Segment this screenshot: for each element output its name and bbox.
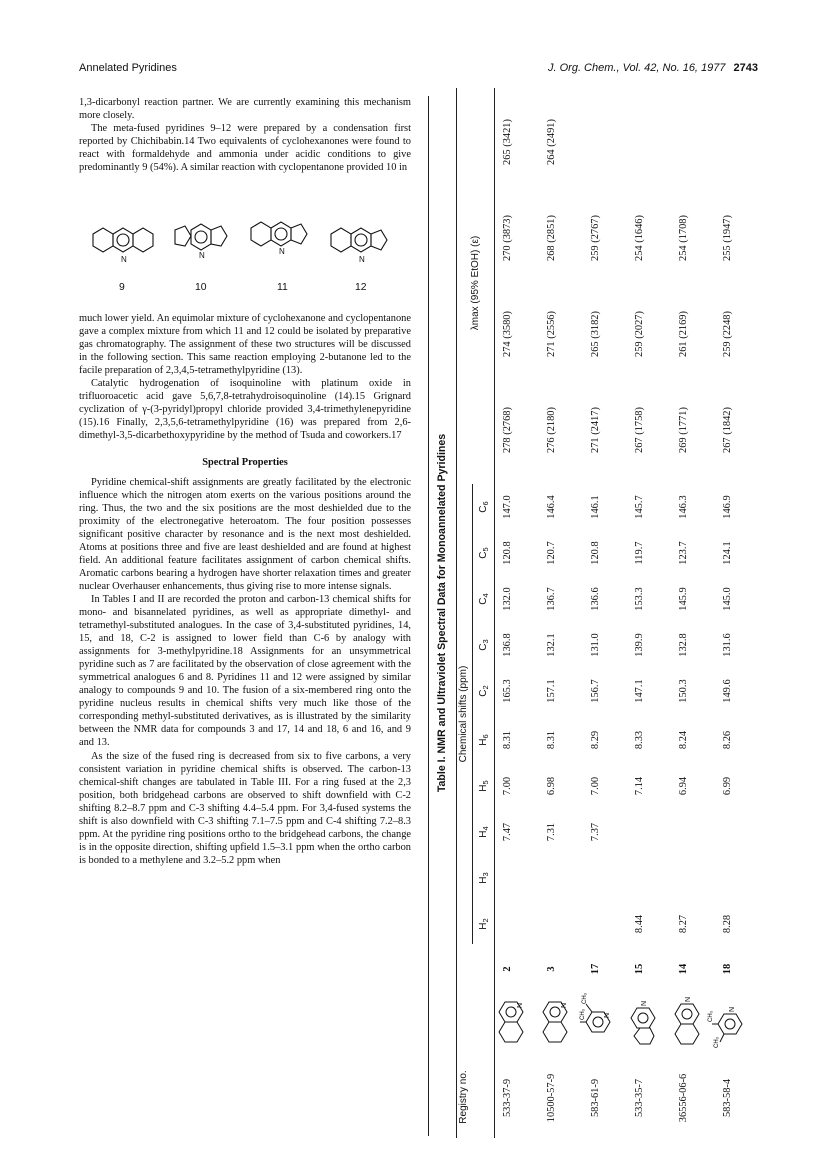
cell-h4: 7.37 bbox=[590, 822, 601, 842]
cell-c6: 146.3 bbox=[678, 495, 689, 519]
paragraph: As the size of the fused ring is decreased from six to five carbons, a very consistent variation in pyridine chemical shifts is observed. The carbon-13 chemical-shift changes are tabulated in Table III. For a ring fused at the 2,3 position, both bridgehead carbons are observed to shift downfield with C-2 shifting 8.2–8.7 ppm and C-3 shifting 4.4–5.4 ppm. For 3,4-fused systems the shift is also downfield with C-3 shifting 7.1–7.5 ppm and C-4 shifting 7.2–8.3 ppm. At the pyridine ring positions ortho to the bridgehead carbons, the change is in the opposite direction, shifting upfield 1.5–3.1 ppm when the ortho carbon is bonded to a methylene and 3.2–5.2 ppm when bbox=[79, 750, 411, 866]
cell-compound-no: 14 bbox=[678, 963, 689, 975]
structure-label-12: 12 bbox=[355, 282, 367, 293]
structure-11-icon bbox=[251, 222, 307, 246]
cell-compound-no: 18 bbox=[722, 963, 733, 975]
paragraph: 1,3-dicarbonyl reaction partner. We are currently examining this mechanism more closely. bbox=[79, 97, 411, 122]
cell-c5: 120.7 bbox=[546, 541, 557, 565]
cell-c2: 157.1 bbox=[546, 679, 557, 703]
cell-uv: 267 (1842) bbox=[722, 407, 733, 453]
cell-h6: 8.33 bbox=[634, 730, 645, 750]
journal-citation: J. Org. Chem., Vol. 42, No. 16, 1977 bbox=[548, 62, 726, 74]
cell-uv: 276 (2180) bbox=[546, 407, 557, 453]
cell-c4: 132.0 bbox=[502, 587, 513, 611]
cell-uv: 278 (2768) bbox=[502, 407, 513, 453]
cell-h5: 7.00 bbox=[590, 776, 601, 796]
cell-uv: 259 (2248) bbox=[722, 311, 733, 357]
methyl-label: CH₃ bbox=[714, 1036, 720, 1048]
cell-h2: 8.28 bbox=[722, 914, 733, 934]
nmr-uv-table bbox=[436, 88, 756, 1138]
svg-text:N: N bbox=[685, 996, 692, 1002]
cell-h6: 8.29 bbox=[590, 730, 601, 750]
table-rule-top bbox=[456, 88, 457, 1138]
cell-registry: 10500-57-9 bbox=[546, 1073, 557, 1123]
cell-c3: 132.8 bbox=[678, 633, 689, 657]
cell-uv: 254 (1708) bbox=[678, 215, 689, 261]
running-header-title: Annelated Pyridines bbox=[79, 62, 177, 74]
cell-h5: 6.98 bbox=[546, 776, 557, 796]
cell-c5: 120.8 bbox=[590, 541, 601, 565]
svg-text:N: N bbox=[121, 255, 127, 264]
structure-label-10: 10 bbox=[195, 282, 207, 293]
cell-registry: 583-58-4 bbox=[722, 1078, 733, 1118]
header-chemical-shifts: Chemical shifts (ppm) bbox=[458, 665, 469, 763]
header-c4: $C_4$ bbox=[478, 593, 490, 605]
cell-c6: 145.7 bbox=[634, 495, 645, 519]
paragraph: In Tables I and II are recorded the proton and carbon-13 chemical shifts for mono- and bisannelated pyridines, as well as appropriate dimethyl- and tetramethyl-substituted analogues. In the case of 3,4-substituted pyridines, 14, 15, and 18, C-2 is assigned to lower field than C-6 by analogy with assignments for 3-methylpyridine.18 Assignments for an unsymmetrical pyridine such as 7 are facilitated by the observation of close agreement with the symmetrical analogues 6 and 8. Pyridines 11 and 12 were assigned by similar analogy to compounds 9 and 10. The fusion of a six-membered ring onto the pyridine nucleus results in chemical shifts very much like those of the corresponding methyl-substituted derivatives, as is illustrated by the similarity between the NMR data for compounds 3 and 17, 14 and 18, 6 and 16, and 9 and 13. bbox=[79, 593, 411, 749]
cell-h5: 6.99 bbox=[722, 776, 733, 796]
header-h6: $H_6$ bbox=[478, 734, 490, 746]
header-h3: $H_3$ bbox=[478, 872, 490, 884]
structure-15-icon bbox=[628, 988, 658, 1048]
table-title: Table I. NMR and Ultraviolet Spectral Data for Monoannelated Pyridines bbox=[436, 433, 448, 793]
cell-c5: 123.7 bbox=[678, 541, 689, 565]
cell-h4: 7.47 bbox=[502, 822, 513, 842]
cell-c2: 149.6 bbox=[722, 679, 733, 703]
cell-registry: 533-35-7 bbox=[634, 1078, 645, 1118]
cell-uv: 274 (3580) bbox=[502, 311, 513, 357]
cell-c6: 147.0 bbox=[502, 495, 513, 519]
structure-18-icon bbox=[706, 988, 750, 1048]
cell-h2: 8.27 bbox=[678, 914, 689, 934]
cell-c2: 150.3 bbox=[678, 679, 689, 703]
cell-c6: 146.9 bbox=[722, 495, 733, 519]
cell-c2: 156.7 bbox=[590, 679, 601, 703]
cell-compound-no: 2 bbox=[502, 966, 513, 972]
cell-h5: 6.94 bbox=[678, 776, 689, 796]
methyl-label: CH₃ bbox=[580, 1008, 586, 1020]
header-c2: $C_2$ bbox=[478, 685, 490, 697]
cell-uv: 259 (2027) bbox=[634, 311, 645, 357]
header-c6: $C_6$ bbox=[478, 501, 490, 513]
cell-c3: 131.6 bbox=[722, 633, 733, 657]
cell-registry: 583-61-9 bbox=[590, 1078, 601, 1118]
methyl-label: CH₃ bbox=[708, 1010, 714, 1022]
paragraph: Pyridine chemical-shift assignments are greatly facilitated by the electronic influence which the nitrogen atom exerts on the various positions around the ring. Thus, the two and the six positions are the most deshielded due to the proximity of the electronegative heteroatom. The four position possesses significant positive character by resonance and is the next most deshielded. Atoms at positions three and five are least deshielded and are found at highest field. An additional feature facilitates assignment of carbon chemical shifts. Aromatic carbons bearing a hydrogen have shorter relaxation times and greater nuclear Overhauser enhancements, thus giving rise to more intense signals. bbox=[79, 476, 411, 592]
header-h4: $H_4$ bbox=[478, 826, 490, 838]
cell-uv: 254 (1646) bbox=[634, 215, 645, 261]
svg-text:N: N bbox=[279, 247, 285, 256]
cell-c2: 147.1 bbox=[634, 679, 645, 703]
svg-text:N: N bbox=[359, 255, 365, 264]
paragraph: much lower yield. An equimolar mixture of cyclohexanone and cyclopentanone gave a complex mixture from which 11 and 12 could be isolated by preparative gas chromatography. The assignment of these two structures will be discussed in the following section. This same reaction employing 2-butanone led to the facile preparation of 2,3,4,5-tetramethylpyridine (13). bbox=[79, 313, 411, 377]
cell-uv: 269 (1771) bbox=[678, 407, 689, 453]
cell-c5: 120.8 bbox=[502, 541, 513, 565]
svg-text:N: N bbox=[517, 1002, 524, 1008]
methyl-label: CH₃ bbox=[582, 992, 588, 1004]
cell-c4: 136.6 bbox=[590, 587, 601, 611]
table-region bbox=[436, 88, 756, 1138]
svg-text:N: N bbox=[604, 1012, 611, 1018]
structure-10-icon bbox=[175, 224, 227, 250]
header-c3: $C_3$ bbox=[478, 639, 490, 651]
cell-uv: 271 (2417) bbox=[590, 407, 601, 453]
cell-c4: 145.9 bbox=[678, 587, 689, 611]
cell-registry: 36556-06-6 bbox=[678, 1073, 689, 1123]
cell-c5: 119.7 bbox=[634, 541, 645, 565]
cell-c5: 124.1 bbox=[722, 541, 733, 565]
cell-h6: 8.31 bbox=[502, 730, 513, 750]
structure-label-11: 11 bbox=[277, 282, 288, 293]
cell-uv: 259 (2767) bbox=[590, 215, 601, 261]
cell-uv: 264 (2491) bbox=[546, 119, 557, 165]
cell-uv: 261 (2169) bbox=[678, 311, 689, 357]
cell-compound-no: 3 bbox=[546, 966, 557, 972]
cell-h6: 8.26 bbox=[722, 730, 733, 750]
paragraph: The meta-fused pyridines 9–12 were prepared by a condensation first reported by Chichibabin.14 Two equivalents of cyclohexanones were found to react with formaldehyde and ammonia under acidic conditions to give predominantly 9 (54%). A similar reaction with cyclopentanone provided 10 in bbox=[79, 123, 411, 174]
svg-text:N: N bbox=[729, 1006, 736, 1012]
structure-drawings bbox=[79, 216, 411, 280]
svg-text:N: N bbox=[641, 1000, 648, 1006]
structure-label-9: 9 bbox=[119, 282, 125, 293]
svg-text:N: N bbox=[561, 1002, 568, 1008]
cell-c2: 165.3 bbox=[502, 679, 513, 703]
cell-c3: 132.1 bbox=[546, 633, 557, 657]
section-heading: Spectral Properties bbox=[202, 457, 288, 469]
cell-c3: 136.8 bbox=[502, 633, 513, 657]
cell-h5: 7.14 bbox=[634, 776, 645, 796]
structure-9-icon bbox=[93, 228, 153, 252]
cell-compound-no: 15 bbox=[634, 963, 645, 975]
header-registry: Registry no. bbox=[458, 1070, 469, 1124]
header-uv: λmax (95% EtOH) (ε) bbox=[470, 235, 481, 331]
column-divider bbox=[428, 96, 429, 1136]
page-number: 2743 bbox=[733, 62, 758, 74]
svg-text:N: N bbox=[199, 251, 205, 260]
header-c5: $C_5$ bbox=[478, 547, 490, 559]
cell-h6: 8.24 bbox=[678, 730, 689, 750]
running-header-journal bbox=[548, 62, 758, 74]
cell-uv: 265 (3182) bbox=[590, 311, 601, 357]
structure-figure bbox=[79, 216, 411, 296]
cell-registry: 533-37-9 bbox=[502, 1078, 513, 1118]
structure-14-icon bbox=[672, 988, 702, 1048]
structure-3-icon bbox=[540, 988, 570, 1048]
cell-h4: 7.31 bbox=[546, 822, 557, 842]
header-h2: $H_2$ bbox=[478, 918, 490, 930]
header-subrule bbox=[472, 484, 473, 944]
cell-uv: 255 (1947) bbox=[722, 215, 733, 261]
cell-c3: 131.0 bbox=[590, 633, 601, 657]
cell-h5: 7.00 bbox=[502, 776, 513, 796]
structure-17-icon bbox=[578, 988, 614, 1048]
cell-c6: 146.1 bbox=[590, 495, 601, 519]
cell-h6: 8.31 bbox=[546, 730, 557, 750]
cell-c6: 146.4 bbox=[546, 495, 557, 519]
structure-2-icon bbox=[496, 988, 526, 1048]
structure-12-icon bbox=[331, 228, 387, 252]
cell-compound-no: 17 bbox=[590, 963, 601, 975]
body-column-top bbox=[79, 96, 411, 174]
cell-c4: 153.3 bbox=[634, 587, 645, 611]
table-rule-header bbox=[494, 88, 495, 1138]
cell-uv: 265 (3421) bbox=[502, 119, 513, 165]
paragraph: Catalytic hydrogenation of isoquinoline with platinum oxide in trifluoroacetic acid gave 5,6,7,8-tetrahydroisoquinoline (14).15 Grignard cyclization of γ-(3-pyridyl)propyl chloride provided 3,4-trimethylenepyridine (15).16 Finally, 2,3,5,6-tetramethylpyridine (16) was prepared from 2,6-dimethyl-3,5-dicarbethoxypyridine by the method of Tsuda and coworkers.17 bbox=[79, 378, 411, 442]
cell-c4: 136.7 bbox=[546, 587, 557, 611]
header-h5: $H_5$ bbox=[478, 780, 490, 792]
cell-c4: 145.0 bbox=[722, 587, 733, 611]
cell-c3: 139.9 bbox=[634, 633, 645, 657]
cell-uv: 267 (1758) bbox=[634, 407, 645, 453]
cell-uv: 268 (2851) bbox=[546, 215, 557, 261]
cell-uv: 270 (3873) bbox=[502, 215, 513, 261]
cell-uv: 271 (2556) bbox=[546, 311, 557, 357]
cell-h2: 8.44 bbox=[634, 914, 645, 934]
body-column-bottom bbox=[79, 312, 411, 867]
